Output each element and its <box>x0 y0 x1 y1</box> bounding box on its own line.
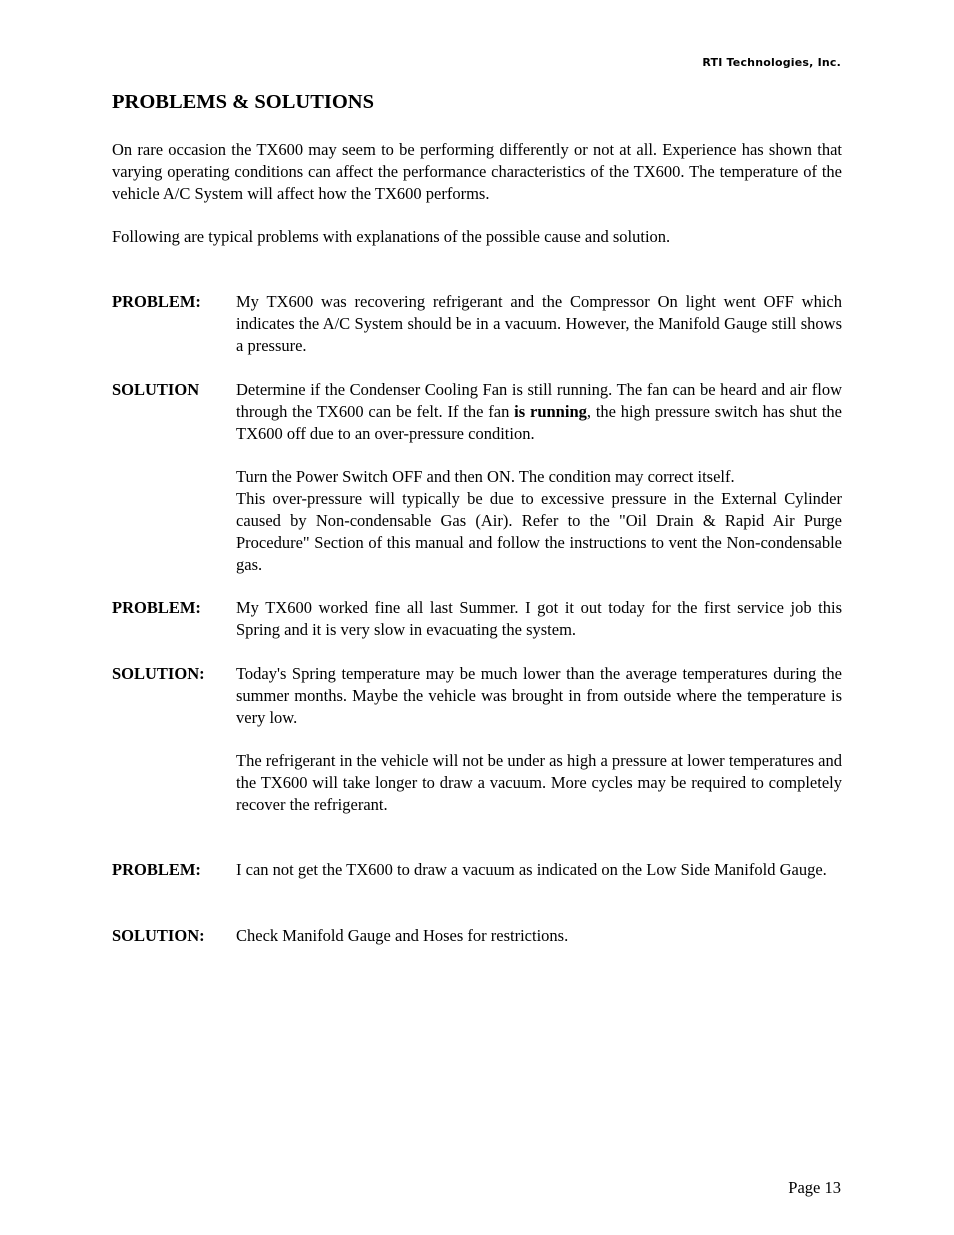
solution-label-1: SOLUTION <box>112 380 200 399</box>
page-number: Page 13 <box>788 1178 841 1197</box>
problem-label-2: PROBLEM: <box>112 598 201 617</box>
solution-text-3: Check Manifold Gauge and Hoses for restrictions. <box>236 926 569 945</box>
solution-text-1-continued: This over-pressure will typically be due to excessive pressure in the External Cylinder caused by Non-condensable Gas (Air). Refer to the "Oil Drain & Rapid Air Purge Procedure" Section of this manual and follow the instructions to vent the Non-condensable gas. <box>236 489 842 574</box>
solution-text-1 <box>236 379 842 445</box>
solution-text-2-continued: The refrigerant in the vehicle will not be under as high a pressure at lower temperatures and the TX600 will take longer to draw a vacuum. More cycles may be required to completely recover the refrigerant. <box>236 751 842 814</box>
solution-text-1-line: Turn the Power Switch OFF and then ON. The condition may correct itself. <box>236 467 735 486</box>
solution-label-3: SOLUTION: <box>112 926 205 945</box>
solution-text-1-bold: is running <box>514 402 587 421</box>
solution-text-2: Today's Spring temperature may be much lower than the average temperatures during the summer months. Maybe the vehicle was brought in from outside where the temperature is very low. <box>236 664 842 727</box>
intro-paragraph: On rare occasion the TX600 may seem to be performing differently or not at all. Experience has shown that varying operating conditions can affect the performance characteristics of the TX600. The temperature of the vehicle A/C System will affect how the TX600 performs. <box>112 140 842 203</box>
solution-text-1-part-b: , the high pressure switch has shut the TX600 off due to an over-pressure condition. <box>236 402 842 443</box>
page-title: PROBLEMS & SOLUTIONS <box>112 91 374 113</box>
solution-text-1-part-a: Determine if the Condenser Cooling Fan is still running. The fan can be heard and air flow through the TX600 can be felt. If the fan <box>236 380 842 421</box>
solution-label-2: SOLUTION: <box>112 664 205 683</box>
problem-text-1: My TX600 was recovering refrigerant and the Compressor On light went OFF which indicates the A/C System should be in a vacuum. However, the Manifold Gauge still shows a pressure. <box>236 292 842 355</box>
problem-label-1: PROBLEM: <box>112 292 201 311</box>
problem-text-3: I can not get the TX600 to draw a vacuum as indicated on the Low Side Manifold Gauge. <box>236 860 827 879</box>
intro-paragraph-2: Following are typical problems with explanations of the possible cause and solution. <box>112 227 671 246</box>
problem-label-3: PROBLEM: <box>112 860 201 879</box>
problem-text-2: My TX600 worked fine all last Summer. I got it out today for the first service job this Spring and it is very slow in evacuating the system. <box>236 598 842 639</box>
company-header: RTI Technologies, Inc. <box>702 56 841 69</box>
